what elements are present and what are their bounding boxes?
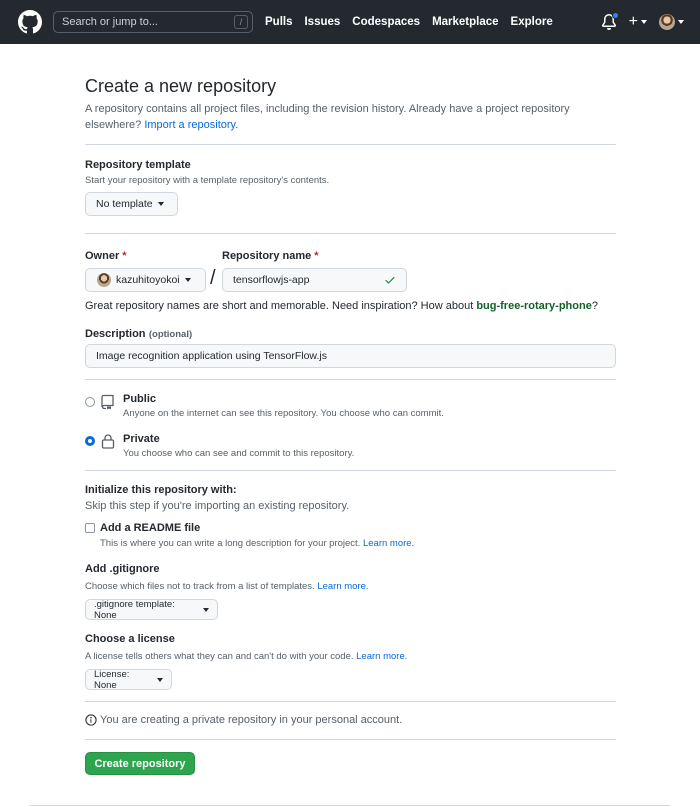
public-radio[interactable] — [85, 397, 95, 407]
description-value: Image recognition application using TensorFlow.js — [96, 350, 327, 362]
license-select-label: License: None — [94, 668, 130, 691]
private-description: You choose who can see and commit to this repository. — [123, 448, 355, 459]
header-actions — [601, 14, 684, 30]
template-select-label: No template — [96, 198, 153, 210]
required-marker: * — [314, 250, 319, 262]
divider — [85, 144, 616, 145]
info-icon — [85, 714, 97, 729]
page-description-text: A repository contains all project files, including the revision history. Already have a project repository elsewhere? — [85, 103, 570, 131]
readme-description — [100, 538, 414, 549]
owner-select[interactable] — [85, 268, 206, 292]
owner-avatar — [97, 273, 111, 287]
chevron-down-icon — [678, 20, 684, 24]
user-menu[interactable] — [659, 14, 684, 30]
owner-label — [85, 250, 127, 262]
public-description: Anyone on the internet can see this repository. You choose who can commit. — [123, 408, 444, 419]
notification-bell-icon[interactable] — [601, 14, 617, 30]
license-description — [85, 651, 407, 662]
name-suggestion-link[interactable]: bug-free-rotary-phone — [476, 300, 592, 312]
gitignore-select-button[interactable] — [85, 599, 218, 620]
repo-name-input[interactable] — [222, 268, 407, 292]
page-description — [85, 101, 585, 133]
init-sub: Skip this step if you're importing an existing repository. — [85, 500, 350, 512]
optional-tag: (optional) — [148, 329, 193, 340]
global-header — [0, 0, 700, 44]
page-title: Create a new repository — [85, 76, 277, 96]
search-input[interactable] — [53, 11, 253, 33]
chevron-down-icon — [158, 202, 164, 206]
plus-icon: + — [628, 13, 638, 30]
description-label — [85, 326, 192, 340]
repo-name-value: tensorflowjs-app — [233, 274, 310, 286]
chevron-down-icon — [185, 278, 191, 282]
import-repository-link[interactable]: Import a repository. — [144, 119, 239, 131]
license-select-button[interactable] — [85, 669, 172, 690]
owner-label-text: Owner — [85, 250, 120, 262]
footer-divider — [30, 805, 670, 806]
description-label-text: Description — [85, 328, 146, 340]
github-logo-icon[interactable] — [18, 10, 42, 34]
nav-pulls[interactable]: Pulls — [265, 16, 293, 28]
private-notice: You are creating a private repository in your personal account. — [100, 714, 403, 726]
repo-name-hint — [85, 300, 598, 312]
owner-value: kazuhitoyokoi — [116, 274, 180, 286]
check-icon — [384, 274, 396, 286]
create-new-menu[interactable] — [629, 14, 647, 30]
readme-learn-more-link[interactable]: Learn more. — [362, 538, 415, 549]
gitignore-select-label: .gitignore template: None — [94, 598, 175, 621]
chevron-down-icon — [157, 678, 163, 682]
readme-description-text: This is where you can write a long description for your project. — [100, 538, 361, 549]
init-label: Initialize this repository with: — [85, 484, 237, 496]
owner-repo-separator: / — [210, 267, 216, 289]
global-nav — [265, 16, 553, 28]
hint-text: Great repository names are short and memorable. Need inspiration? How about — [85, 300, 474, 312]
notification-dot — [612, 12, 619, 19]
nav-codespaces[interactable]: Codespaces — [352, 16, 421, 28]
chevron-down-icon — [203, 608, 209, 612]
gitignore-description-text: Choose which files not to track from a list of templates. — [85, 581, 315, 592]
divider — [85, 470, 616, 471]
chevron-down-icon — [641, 20, 647, 24]
lock-icon — [101, 433, 115, 452]
public-title: Public — [123, 393, 157, 405]
nav-marketplace[interactable]: Marketplace — [432, 16, 499, 28]
divider — [85, 701, 616, 702]
create-repository-button[interactable]: Create repository — [85, 752, 195, 775]
license-label: Choose a license — [85, 633, 175, 645]
divider — [85, 233, 616, 234]
search-shortcut-key: / — [234, 15, 248, 29]
search-placeholder: Search or jump to... — [62, 16, 158, 28]
gitignore-description — [85, 581, 369, 592]
private-radio[interactable] — [85, 436, 95, 446]
repo-public-icon — [101, 394, 115, 413]
description-input[interactable] — [85, 344, 616, 368]
required-marker: * — [122, 250, 127, 262]
nav-issues[interactable]: Issues — [304, 16, 341, 28]
license-learn-more-link[interactable]: Learn more. — [356, 651, 408, 662]
repo-name-label — [222, 250, 319, 262]
template-select-button[interactable] — [85, 192, 178, 216]
divider — [85, 379, 616, 380]
template-sub: Start your repository with a template repository's contents. — [85, 175, 330, 186]
private-title: Private — [123, 433, 160, 445]
divider — [85, 739, 616, 740]
hint-end: ? — [591, 300, 598, 312]
gitignore-learn-more-link[interactable]: Learn more. — [317, 581, 369, 592]
license-description-text: A license tells others what they can and can't do with your code. — [85, 651, 354, 662]
user-avatar — [659, 14, 675, 30]
readme-label[interactable]: Add a README file — [100, 522, 201, 534]
gitignore-label: Add .gitignore — [85, 563, 160, 575]
readme-checkbox[interactable] — [85, 523, 95, 533]
nav-explore[interactable]: Explore — [510, 16, 553, 28]
template-label: Repository template — [85, 159, 191, 171]
repo-name-label-text: Repository name — [222, 250, 312, 262]
